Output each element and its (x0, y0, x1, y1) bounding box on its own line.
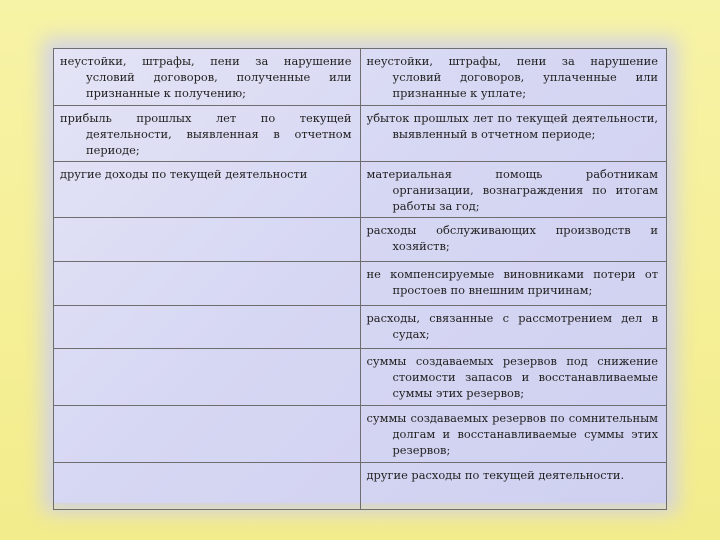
expense-item-text: неустойки, штрафы, пени за нарушение условий договоров, уплаченные или признанные к уплате; (366, 54, 658, 100)
income-expense-table (53, 48, 667, 510)
table-row (54, 262, 667, 306)
table-row (54, 162, 667, 218)
expense-cell (360, 262, 667, 306)
table-row (54, 106, 667, 162)
income-item-text: неустойки, штрафы, пени за нарушение условий договоров, полученные или признанные к получению; (60, 54, 352, 100)
expense-item-text: суммы создаваемых резервов под снижение стоимости запасов и восстанавливаемые суммы этих резервов; (366, 354, 658, 400)
expense-cell (360, 49, 667, 106)
income-cell (54, 349, 361, 406)
table-row (54, 49, 667, 106)
income-cell (54, 262, 361, 306)
expense-cell (360, 162, 667, 218)
income-cell (54, 218, 361, 262)
income-cell (54, 106, 361, 162)
expense-cell (360, 218, 667, 262)
income-cell (54, 49, 361, 106)
table-row (54, 306, 667, 349)
expense-item-text: другие расходы по текущей деятельности. (366, 468, 625, 482)
table-row (54, 406, 667, 463)
income-cell (54, 406, 361, 463)
income-cell (54, 162, 361, 218)
expense-item-text: расходы, связанные с рассмотрением дел в судах; (366, 311, 658, 341)
income-cell (54, 306, 361, 349)
expense-item-text: не компенсируемые виновниками потери от простоев по внешним причинам; (366, 267, 658, 297)
income-item-text: прибыль прошлых лет по текущей деятельности, выявленная в отчетном периоде; (60, 111, 352, 157)
expense-cell (360, 406, 667, 463)
table-row (54, 218, 667, 262)
income-item-text: другие доходы по текущей деятельности (60, 167, 308, 181)
expense-item-text: расходы обслуживающих производств и хозяйств; (366, 223, 658, 253)
income-expense-table-panel (53, 48, 667, 503)
expense-item-text: материальная помощь работникам организации, вознаграждения по итогам работы за год; (366, 167, 658, 213)
expense-cell (360, 349, 667, 406)
table-row (54, 349, 667, 406)
table-row (54, 463, 667, 510)
expense-item-text: убыток прошлых лет по текущей деятельности, выявленный в отчетном периоде; (366, 111, 658, 141)
expense-cell (360, 463, 667, 510)
expense-cell (360, 306, 667, 349)
expense-item-text: суммы создаваемых резервов по сомнительным долгам и восстанавливаемые суммы этих резервов; (366, 411, 658, 457)
income-cell (54, 463, 361, 510)
expense-cell (360, 106, 667, 162)
